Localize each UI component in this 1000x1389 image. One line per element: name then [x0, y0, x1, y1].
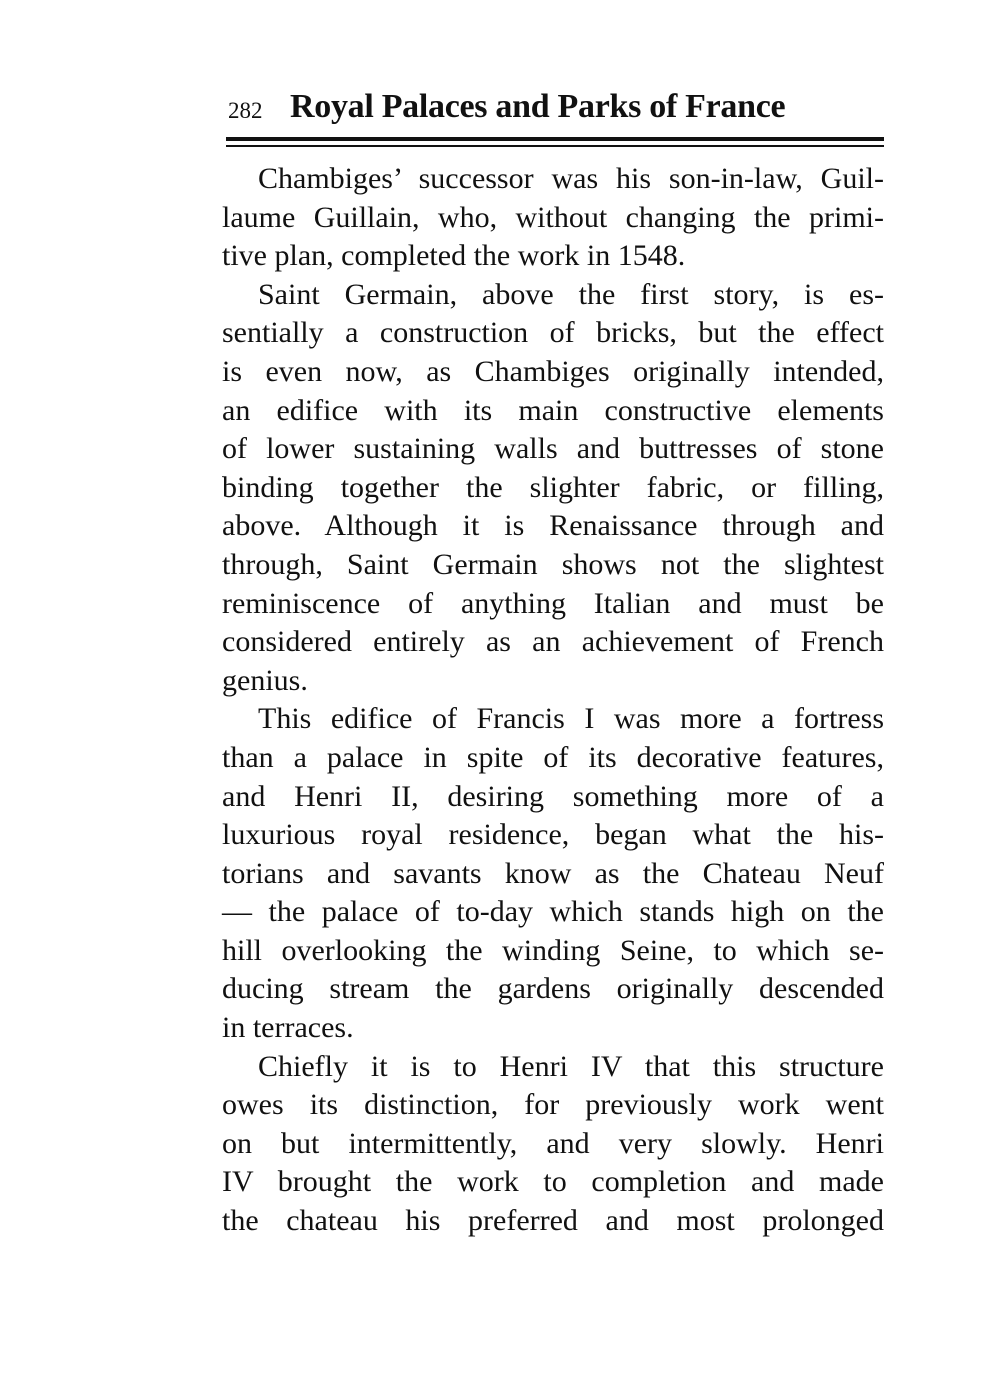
- text-line: reminiscence of anything Italian and must be: [222, 586, 884, 620]
- text-line: laume Guillain, who, without changing the primi-: [222, 200, 884, 234]
- text-line: owes its distinction, for previously work went: [222, 1088, 884, 1122]
- text-line: than a palace in spite of its decorative features,: [222, 740, 884, 774]
- text-line: on but intermittently, and very slowly. Henri: [222, 1126, 884, 1160]
- text-line: torians and savants know as the Chateau Neuf: [222, 856, 884, 890]
- text-line: Chambiges’ successor was his son-in-law, Guil-: [258, 162, 884, 195]
- text-line: genius.: [222, 663, 308, 697]
- text-line: This edifice of Francis I was more a fortress: [258, 702, 884, 736]
- running-header: [226, 88, 884, 128]
- page-number: 282: [228, 98, 263, 123]
- body-text: [222, 160, 884, 1241]
- text-line: and Henri II, desiring something more of a: [222, 779, 884, 813]
- text-line: in terraces.: [222, 1011, 354, 1045]
- header-rule-thin: [226, 145, 884, 147]
- text-line: luxurious royal residence, began what the his-: [222, 818, 884, 852]
- text-line: through, Saint Germain shows not the slightest: [222, 547, 884, 581]
- text-line: sentially a construction of bricks, but the effect: [222, 316, 884, 350]
- running-title: Royal Palaces and Parks of France: [290, 88, 786, 125]
- paragraph: [222, 700, 884, 1047]
- text-line: of lower sustaining walls and buttresses of stone: [222, 432, 884, 466]
- text-line: Chiefly it is to Henri IV that this structure: [258, 1049, 884, 1083]
- paragraph: [222, 1048, 884, 1241]
- text-line: — the palace of to-day which stands high on the: [222, 895, 884, 929]
- text-line: binding together the slighter fabric, or filling,: [222, 470, 884, 504]
- paragraph: [222, 160, 884, 276]
- text-line: IV brought the work to completion and made: [222, 1165, 884, 1199]
- text-line: the chateau his preferred and most prolonged: [222, 1204, 884, 1238]
- text-line: above. Although it is Renaissance through and: [222, 509, 884, 543]
- text-line: is even now, as Chambiges originally intended,: [222, 354, 884, 388]
- text-line: considered entirely as an achievement of French: [222, 625, 884, 659]
- header-rule-thick: [226, 137, 884, 141]
- text-line: hill overlooking the winding Seine, to which se-: [222, 933, 884, 967]
- text-line: Saint Germain, above the first story, is es-: [258, 277, 884, 311]
- paragraph: [222, 276, 884, 701]
- text-line: an edifice with its main constructive elements: [222, 393, 884, 427]
- text-line: ducing stream the gardens originally descended: [222, 972, 884, 1006]
- text-line: tive plan, completed the work in 1548.: [222, 239, 686, 273]
